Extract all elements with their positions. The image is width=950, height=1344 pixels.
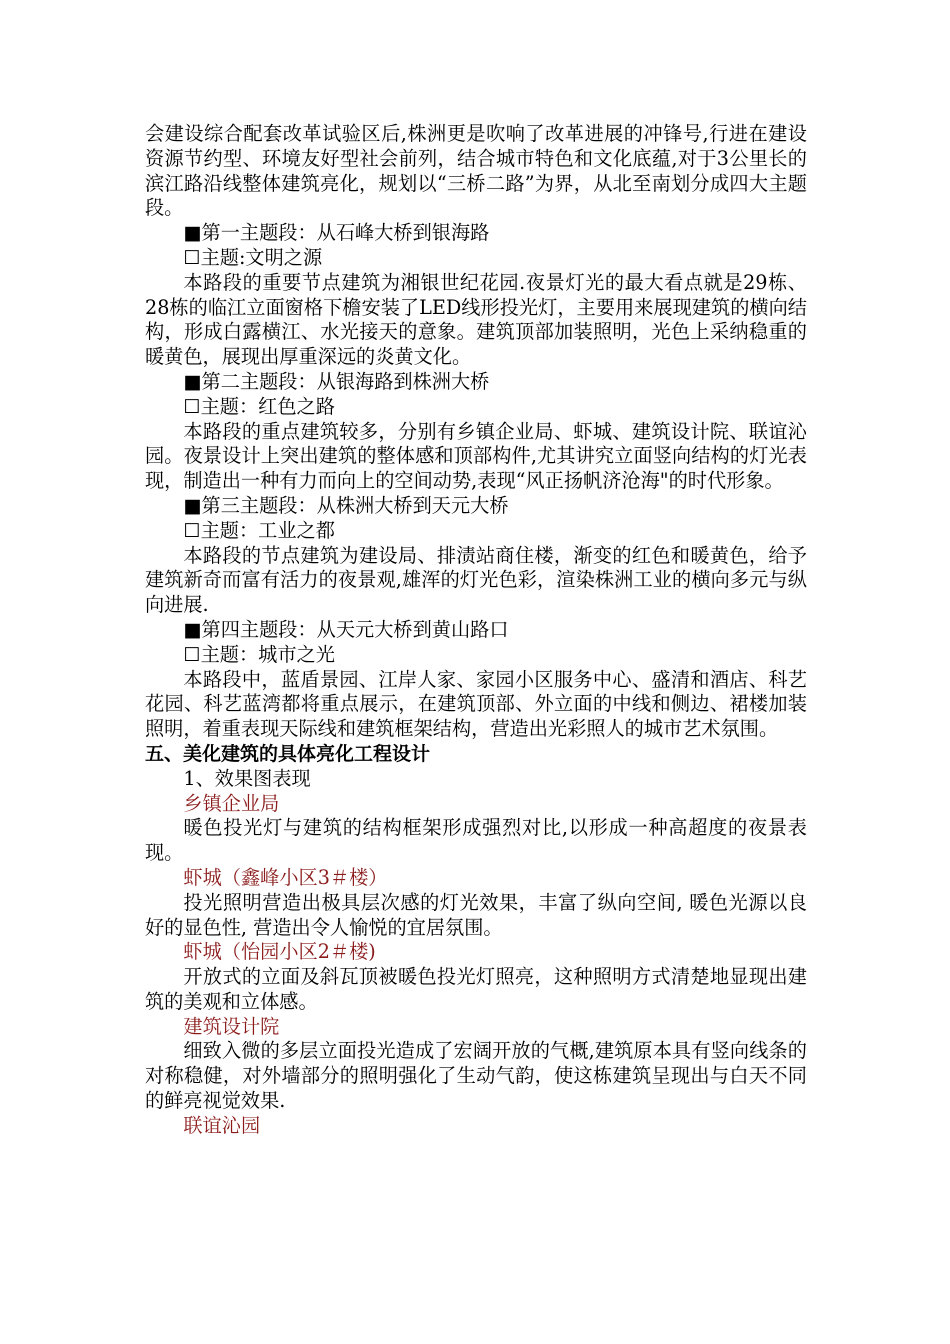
- segment-1-body: 本路段的重要节点建筑为湘银世纪花园.夜景灯光的最大看点就是29栋、28栋的临江立面窗格下檐安装了LED线形投光灯，主要用来展现建筑的横向结构，形成白露横江、水光接天的意象。建筑顶部加装照明，光色上采纳稳重的暖黄色，展现出厚重深远的炎黄文化。: [145, 270, 807, 369]
- item-1-desc: 暖色投光灯与建筑的结构框架形成强烈对比,以形成一种高超度的夜景表现。: [145, 816, 807, 865]
- item-5-name: 联谊沁园: [183, 1113, 261, 1137]
- segment-2-title: ■第二主题段：从银海路到株洲大桥: [183, 369, 490, 393]
- segment-3-body: 本路段的节点建筑为建设局、排渍站商住楼，渐变的红色和暖黄色，给予建筑新奇而富有活力的夜景观,雄浑的灯光色彩，渲染株洲工业的横向多元与纵向进展.: [145, 543, 807, 617]
- item-4-desc: 细致入微的多层立面投光造成了宏阔开放的气概,建筑原本具有竖向线条的对称稳健，对外墙部分的照明强化了生动气韵，使这栋建筑呈现出与白天不同的鲜亮视觉效果.: [145, 1039, 807, 1113]
- segment-2-theme: ☐主题：红色之路: [183, 394, 335, 418]
- segment-1-theme: ☐主题:文明之源: [183, 245, 323, 269]
- section-heading: 五、美化建筑的具体亮化工程设计: [145, 742, 431, 765]
- segment-4-title: ■第四主题段：从天元大桥到黄山路口: [183, 617, 509, 641]
- item-4-name: 建筑设计院: [183, 1014, 280, 1038]
- intro-paragraph: 会建设综合配套改革试验区后,株洲更是吹响了改革进展的冲锋号,行进在建设资源节约型、环境友好型社会前列，结合城市特色和文化底蕴,对于3公里长的滨江路沿线整体建筑亮化，规划以“三桥二路”为界，从北至南划分成四大主题段。: [145, 122, 807, 220]
- item-1-name: 乡镇企业局: [183, 791, 280, 815]
- section-subheading: 1、效果图表现: [183, 766, 311, 790]
- item-3-desc: 开放式的立面及斜瓦顶被暖色投光灯照亮，这种照明方式清楚地显现出建筑的美观和立体感。: [145, 965, 807, 1013]
- item-2-name: 虾城（鑫峰小区3＃楼）: [183, 865, 388, 889]
- segment-4-theme: ☐主题：城市之光: [183, 642, 335, 666]
- segment-2-body: 本路段的重点建筑较多，分别有乡镇企业局、虾城、建筑设计院、联谊沁园。夜景设计上突出建筑的整体感和顶部构件,尤其讲究立面竖向结构的灯光表现，制造出一种有力而向上的空间动势,表现“风正扬帆济沧海"的时代形象。: [145, 419, 807, 493]
- document-page: [145, 122, 807, 1139]
- segment-3-title: ■第三主题段：从株洲大桥到天元大桥: [183, 493, 509, 517]
- item-3-name: 虾城（怡园小区2＃楼): [183, 940, 376, 964]
- segment-3-theme: ☐主题：工业之都: [183, 518, 335, 542]
- segment-4-body: 本路段中，蓝盾景园、江岸人家、家园小区服务中心、盛清和酒店、科艺花园、科艺蓝湾都将重点展示，在建筑顶部、外立面的中线和侧边、裙楼加装照明，着重表现天际线和建筑框架结构，营造出光彩照人的城市艺术氛围。: [145, 667, 807, 741]
- item-2-desc: 投光照明营造出极具层次感的灯光效果，丰富了纵向空间, 暖色光源以良好的显色性, 营造出令人愉悦的宜居氛围。: [145, 890, 807, 939]
- segment-1-title: ■第一主题段：从石峰大桥到银海路: [183, 221, 490, 245]
